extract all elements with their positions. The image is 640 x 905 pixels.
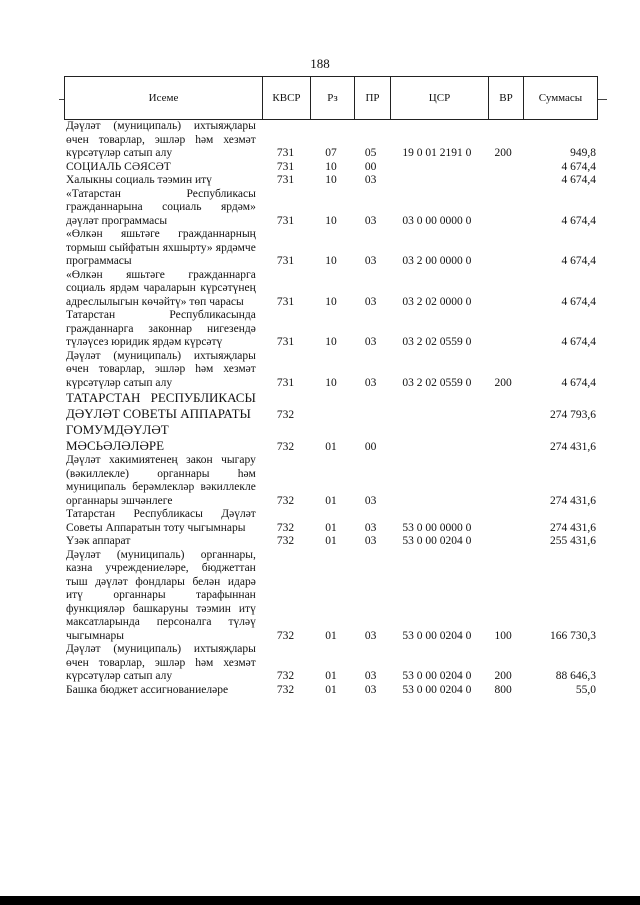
row-pr: 03 <box>364 521 377 534</box>
row-name: «Өлкән яшьтәге гражданнарга социаль ярдәм чараларын күрсәтүнең адреслылыгын көчәйтү» төп чарасы <box>66 268 256 308</box>
header-csr: ЦСР <box>391 77 489 120</box>
row-vr: 200 <box>494 376 512 389</box>
row-sum: 949,8 <box>570 147 596 159</box>
row-rz: 10 <box>325 295 337 308</box>
row-pr: 03 <box>364 214 377 227</box>
row-sum: 4 674,4 <box>561 336 596 348</box>
row-rz: 10 <box>325 174 337 186</box>
row-rz: 01 <box>325 629 337 642</box>
row-kvsr: 731 <box>276 147 295 159</box>
row-sum: 55,0 <box>575 683 596 696</box>
row-pr: 05 <box>364 147 377 159</box>
row-sum: 4 674,4 <box>561 214 596 227</box>
row-name: Башка бюджет ассигнованиеләре <box>66 683 229 696</box>
row-kvsr: 731 <box>276 174 295 186</box>
row-pr: 03 <box>364 683 377 696</box>
table-row <box>66 535 596 549</box>
row-vr: 100 <box>494 629 512 642</box>
row-kvsr: 732 <box>276 683 295 696</box>
table-row <box>66 422 596 454</box>
row-kvsr: 731 <box>276 336 295 348</box>
row-rz: 10 <box>325 336 337 348</box>
row-vr: 800 <box>494 683 512 696</box>
row-rz: 01 <box>325 535 337 547</box>
row-name: «Өлкән яшьтәге гражданнарның тормыш сыйфатын яхшырту» ярдәмче программасы <box>66 228 256 267</box>
table-row <box>66 549 596 644</box>
row-pr: 03 <box>364 336 377 348</box>
row-kvsr: 732 <box>276 629 295 642</box>
row-name: Дәүләт (муниципаль) ихтыяҗлары өчен товарлар, эшләр һәм хезмәт күрсәтүләр сатып алу <box>66 349 256 389</box>
row-kvsr: 731 <box>276 160 295 173</box>
table-row <box>66 390 596 422</box>
row-name: Үзәк аппарат <box>66 535 131 547</box>
row-kvsr: 731 <box>276 295 295 308</box>
row-kvsr: 731 <box>276 214 295 227</box>
row-pr: 03 <box>364 376 377 389</box>
row-kvsr: 732 <box>276 440 295 453</box>
row-rz: 10 <box>325 255 337 267</box>
table-row <box>66 309 596 350</box>
table-row <box>66 174 596 188</box>
row-pr: 03 <box>364 535 377 547</box>
header-kvsr: КВСР <box>263 77 311 120</box>
row-kvsr: 732 <box>276 521 295 534</box>
row-sum: 88 646,3 <box>555 670 596 682</box>
row-sum: 4 674,4 <box>561 295 596 308</box>
row-kvsr: 732 <box>276 535 295 547</box>
row-rz: 10 <box>325 214 337 227</box>
row-pr: 03 <box>364 295 377 308</box>
row-csr: 03 2 02 0559 0 <box>402 336 472 348</box>
row-kvsr: 732 <box>276 494 295 507</box>
row-sum: 274 793,6 <box>550 408 596 421</box>
row-pr: 03 <box>364 494 377 507</box>
row-pr: 03 <box>364 255 377 267</box>
row-rz: 01 <box>325 494 337 507</box>
row-name: СОЦИАЛЬ СӘЯСӘТ <box>66 160 171 173</box>
table-row <box>66 161 596 175</box>
row-name: ТАТАРСТАН РЕСПУБЛИКАСЫ ДӘҮЛӘТ СОВЕТЫ АППАРАТЫ <box>66 390 256 421</box>
row-csr: 53 0 00 0204 0 <box>402 535 472 547</box>
row-sum: 4 674,4 <box>561 255 596 267</box>
table-row <box>66 684 596 698</box>
row-name: Дәүләт (муниципаль) ихтыяҗлары өчен товарлар, эшләр һәм хезмәт күрсәтүләр сатып алу <box>66 120 256 159</box>
header-rz: Рз <box>311 77 355 120</box>
row-csr: 53 0 00 0204 0 <box>402 683 472 696</box>
row-sum: 274 431,6 <box>550 440 596 453</box>
row-sum: 4 674,4 <box>561 174 596 186</box>
table-row <box>66 188 596 229</box>
row-kvsr: 731 <box>276 255 295 267</box>
row-pr: 00 <box>364 440 377 453</box>
row-name: Дәүләт (муниципаль) органнары, казна учреждениеләре, бюджеттан тыш дәүләт фондлары белән идарә итү органнары тарафыннан функцияләр башкаруны тәэмин итү максатларында персоналга түләү чыгымнары <box>66 548 256 642</box>
row-csr: 53 0 00 0000 0 <box>402 521 472 534</box>
row-kvsr: 732 <box>276 670 295 682</box>
header-pr: ПР <box>355 77 391 120</box>
row-name: Татарстан Республикасында гражданнарга законнар нигезендә түләүсез юридик ярдәм күрсәтү <box>66 309 256 348</box>
row-pr: 03 <box>364 174 377 186</box>
table-header <box>64 76 598 120</box>
row-sum: 4 674,4 <box>561 376 596 389</box>
row-rz: 07 <box>325 147 337 159</box>
table-row <box>66 350 596 391</box>
row-csr: 53 0 00 0204 0 <box>402 629 472 642</box>
table-row <box>66 508 596 535</box>
row-rz: 01 <box>325 670 337 682</box>
row-rz: 01 <box>325 683 337 696</box>
page-number: 188 <box>310 56 330 71</box>
budget-table-body <box>66 120 596 697</box>
scan-border-bottom <box>0 896 640 905</box>
row-kvsr: 732 <box>276 408 295 421</box>
row-csr: 03 0 00 0000 0 <box>402 214 472 227</box>
row-name: Дәүләт хакимиятенең закон чыгару (вәкиллекле) органнары һәм муниципаль берәмлекләр вәкиллекле органнары эшчәнлеге <box>66 454 256 507</box>
table-row <box>66 228 596 269</box>
row-pr: 03 <box>364 670 377 682</box>
table-row <box>66 454 596 508</box>
row-csr: 53 0 00 0204 0 <box>402 670 472 682</box>
row-name: Татарстан Республикасы Дәүләт Советы Аппаратын тоту чыгымнары <box>66 508 256 534</box>
table-row <box>66 120 596 161</box>
row-sum: 274 431,6 <box>550 521 596 534</box>
row-name: ГОМУМДӘҮЛӘТ МӘСЬӘЛӘЛӘРЕ <box>66 422 169 453</box>
row-csr: 03 2 00 0000 0 <box>402 255 472 267</box>
row-rz: 10 <box>325 160 337 173</box>
row-sum: 274 431,6 <box>550 494 596 507</box>
row-csr: 03 2 02 0000 0 <box>402 295 472 308</box>
row-csr: 19 0 01 2191 0 <box>402 147 472 159</box>
row-kvsr: 731 <box>276 376 295 389</box>
row-name: Халыкны социаль тәэмин итү <box>66 174 212 186</box>
row-name: Дәүләт (муниципаль) ихтыяҗлары өчен товарлар, эшләр һәм хезмәт күрсәтүләр сатып алу <box>66 643 256 682</box>
row-csr: 03 2 02 0559 0 <box>402 376 472 389</box>
table-row <box>66 643 596 684</box>
table-row <box>66 269 596 310</box>
row-rz: 10 <box>325 376 337 389</box>
scan-mark <box>597 99 607 100</box>
header-sum: Суммасы <box>524 77 598 120</box>
row-sum: 255 431,6 <box>550 535 596 547</box>
row-pr: 03 <box>364 629 377 642</box>
row-rz: 01 <box>325 440 337 453</box>
row-sum: 4 674,4 <box>561 160 596 173</box>
row-vr: 200 <box>494 670 512 682</box>
row-name: «Татарстан Республикасы гражданнарына социаль ярдәм» дәүләт программасы <box>66 187 256 227</box>
row-pr: 00 <box>364 160 377 173</box>
row-vr: 200 <box>494 147 512 159</box>
row-sum: 166 730,3 <box>550 629 596 642</box>
header-vr: ВР <box>489 77 524 120</box>
row-rz: 01 <box>325 521 337 534</box>
header-name: Исеме <box>65 77 263 120</box>
